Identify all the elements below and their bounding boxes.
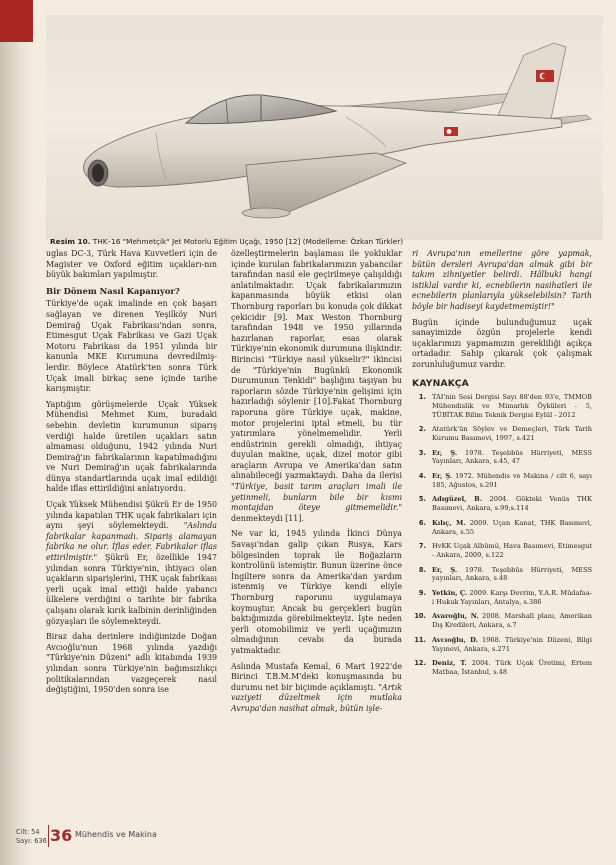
reference-item — [412, 636, 592, 653]
paragraph: Ne var ki, 1945 yılında İkinci Dünya Savaşı'ndan galip çıkan Rusya, Kars bölgesinden toprak ile Boğazların kontrolünü istemiştir. Bunun üzerine önce İngiltere sonra da Amerika'dan yardım istenmiş ve Türkiye kendi eliyle Thornburg raporunu uygulamaya koymuştur. Ancak bu gerçekleri bugün baktığımızda görebilmekteyiz. İşte neden yerli otomobilimiz ve yerli uçağımızın olmadığının cevabı da burada yatmaktadır. — [231, 529, 402, 655]
paragraph-text: özelleştirmelerin başlaması ile yokluklar içinde kurulan fabrikalarımızın yabancılar tarafından nasıl ele geçirilmeye çalışıldığı anlatılmaktadır. Uçak fabrikalarımızın kapanmasında büyük etkisi olan Thornburg raporları bu konuda çok dikkat çekicidir [9]. Max Weston Thornburg tarafından 1948 ve 1950 yıllarında hazırlanan raporlar, esas olarak Türkiye'nin ekonomik durumuna ilişkindir. Birincisi "Türkiye nasıl yükselir?" ikincisi de "Türkiye'nin Bugünkü Ekonomik Durumunun Tenkidi" başlığını taşıyan bu raporların sözde Türkiye'nin gelişimi için hazırladığı söylenir [10].Fakat Thornburg raporuna göre Türkiye uçak, makine, motor projelerini iptal etmeli, bu tür yatırımlara yönelmemelidir. Yerli endüstrinin gerekli olmadığı, ihtiyaç duyulan makine, uçak, dizel motor gibi araçların Avrupa ve Amerika'dan satın alınabileceği yazmaktaydı. Daha da ilerisi — [231, 249, 402, 481]
reference-item — [412, 472, 592, 489]
reference-author: Deniz, T. — [432, 659, 467, 668]
reference-number: 4. — [418, 472, 426, 481]
reference-number: 6. — [418, 518, 426, 527]
references-heading: KAYNAKÇA — [412, 377, 469, 389]
reference-number: 10. — [414, 612, 426, 621]
reference-details: Atatürk'ün Söylev ve Demeçleri, Türk Tarih Kurumu Basımevi, 1997, s.421 — [432, 425, 592, 442]
reference-item — [412, 495, 592, 512]
reference-details: 2009. Karşı Devrim, Y.A.R. Müdafaa-i Hukuk Yayınları, Antalya, s.386 — [432, 589, 592, 606]
reference-text — [432, 636, 592, 653]
text-column-1 — [46, 249, 217, 701]
paragraph-text: Şükrü Er, özellikle 1947 yılından sonra Türkiye'nin, ihtiyacı olan uçakların siparişlerini, THK uçak fabrikası yerli uçak imal ettiği halde yabancı ülkelere verdiğini o tarihte bir fabrika çalışanı olarak kırık kalbinin derinliğinden gözyaşları ile söylemekteydi. — [46, 553, 217, 626]
caption-text: THK–16 "Mehmetçik" Jet Motorlu Eğitim Uçağı, 1950 [12] (Modelleme: Özkan Türkler) — [90, 237, 404, 246]
reference-item — [412, 659, 592, 676]
reference-author: Er, Ş. — [432, 565, 458, 574]
paragraph-text: Uçak Yüksek Mühendisi Şükrü Er de 1950 yılında kapatılan THK uçak fabrikaları için aynı şeyi söylemekteydi. — [46, 500, 217, 531]
reference-number: 12. — [414, 659, 426, 668]
quote: "Artık vaziyeti düzeltmek için mutlaka Avrupa'dan nasihat almak, bütün işle- — [231, 682, 402, 713]
reference-item — [412, 566, 592, 583]
paragraph: Biraz daha derinlere indiğimizde Doğan Avcıoğlu'nun 1968 yılında yazdığı "Türkiye'nin Düzeni" adlı kitabında 1939 yılından sonra Türkiye'nin bağımsızlıkçı politikalarından vazgeçerek nasıl değiştiğini, 1950'den sonra ise — [46, 632, 217, 695]
paragraph: uglas DC-3, Türk Hava Kuvvetleri için de Magister ve Oxford eğitim uçakları-nın büyük bakımları yapılmıştır. — [46, 249, 217, 280]
paragraph-text: Aslında Mustafa Kemal, 6 Mart 1922'de Birinci T.B.M.M'deki konuşmasında bu durumu net bir biçimde açıklamıştı. — [231, 661, 402, 692]
reference-number: 1. — [418, 393, 426, 402]
paragraph: Bugün içinde bulunduğumuz uçak sanayimizde özgün projelerle kendi uçaklarımızı yapmamızın gerekliliği açıkça ortadadır. Sahip çıkarak çok çalışmak zorunluluğumuz vardır. — [412, 317, 592, 369]
paragraph — [231, 662, 402, 715]
reference-details: TAI'nin Sesi Dergisi Sayı 88'den 93'e, TMMOB Mühendislik ve Mimarlık Öyküleri - 5, TÜBİTAK Bilim Teknik Dergisi Eylül - 2012 — [432, 393, 592, 419]
issue-number: Sayı: 636 — [16, 836, 47, 845]
section-heading: Bir Dönem Nasıl Kapanıyor? — [46, 285, 180, 296]
reference-details: 2004. Türk Uçak Üretimi, Ertem Matbaa, İstanbul, s.48 — [432, 659, 592, 676]
reference-text — [432, 589, 592, 606]
quote: ri Avrupa'nın emellerine göre yapmak, bütün dersleri Avrupa'dan almak gibi bir takım zihniyetler belirdi. Hâlbuki hangi istiklal vardır ki, ecnebilerin nasihatleri ile ecnebilerin planlarıyla yükselebilsin? Tarih böyle bir hadiseyi kaydetmemiştir!" — [412, 249, 592, 311]
reference-item — [412, 589, 592, 606]
footer-divider — [48, 825, 49, 847]
reference-text — [432, 449, 592, 466]
reference-number: 7. — [418, 542, 426, 551]
text-column-3 — [412, 249, 592, 683]
paragraph-text: denmekteydi [11]. — [231, 513, 304, 523]
quote: "Türkiye, basit tarım araçları imali ile yetinmeli, bunların bile bir kısmı montajdan öteye gitmemelidir." — [231, 482, 402, 513]
reference-item — [412, 425, 592, 442]
page-number: 36 — [50, 826, 73, 845]
aircraft-photo — [46, 15, 603, 240]
quote: "Aslında fabrikalar kapanmadı. Sipariş alamayan fabrika ne olur. İflas eder. Fabrikalar iflas ettirilmiştir." — [46, 521, 217, 563]
reference-item — [412, 542, 592, 559]
reference-details: 1968. Türkiye'nin Düzeni, Bilgi Yayınevi, Ankara, s.271 — [432, 635, 592, 653]
paragraph — [231, 249, 402, 524]
figure-caption — [50, 237, 600, 246]
reference-item — [412, 449, 592, 466]
reference-number: 8. — [418, 565, 426, 574]
reference-number: 9. — [418, 589, 426, 598]
reference-item — [412, 393, 592, 419]
reference-details: 1972. Mühendis ve Makina / cilt 6, sayı 185, Ağustos, s.291 — [432, 472, 592, 489]
volume-number: Cilt: 54 — [16, 828, 40, 836]
references-list — [412, 393, 592, 677]
red-corner-tab — [0, 0, 33, 42]
reference-author: Er, Ş. — [432, 472, 453, 481]
reference-details: 2008. Marshall planı, Amerikan Dış Kredileri, Ankara, s.7 — [432, 612, 592, 630]
reference-text — [432, 495, 592, 512]
reference-text — [432, 542, 592, 559]
jet-trainer-illustration — [46, 15, 603, 240]
paragraph: Yaptığım görüşmelerde Uçak Yüksek Mühendisi Mehmet Kum, buradaki sebebin devletin kurumunun siparış verdiği halde üretilen uçakları satın almaması olduğunu, 1942 yılında Nuri Demirağ'ın fabrikalarının kapatılmadığını ve Nuri Demirağ'ın uçak fabrikalarında dünya standartlarında uçak imal edildiği halde iflas ettirildiğini anlatıyordu. — [46, 399, 217, 494]
reference-text — [432, 519, 592, 536]
reference-text — [432, 612, 592, 629]
reference-author: Adıgüzel, B. — [432, 495, 482, 504]
reference-author: Yetkin, Ç. — [432, 589, 468, 598]
reference-text — [432, 425, 592, 442]
page-edge-band — [0, 0, 33, 865]
reference-number: 2. — [418, 425, 426, 434]
text-column-2 — [231, 249, 402, 720]
reference-details: 2004. Gökteki Venüs THK Basımevi, Ankara, s.99,s.114 — [432, 495, 592, 513]
reference-details: 1978. Teşebbüs Hürriyeti, MESS yayınları, Ankara, s.48 — [432, 565, 593, 583]
reference-details: 2009. Uçan Kanat, THK Basımevi, Ankara, s.55 — [432, 518, 592, 536]
reference-author: Kılıç, M. — [432, 518, 466, 527]
reference-item — [412, 612, 592, 629]
reference-text — [432, 566, 592, 583]
reference-author: Er, Ş. — [432, 448, 458, 457]
reference-number: 5. — [418, 495, 426, 504]
volume-info — [16, 828, 47, 845]
magazine-name: Mühendis ve Makina — [75, 830, 157, 839]
reference-details: HvKK Uçak Albümü, Hava Basımevi, Etimesgut - Ankara, 2009, s.122 — [432, 542, 592, 559]
reference-text — [432, 393, 592, 419]
reference-number: 3. — [418, 448, 426, 457]
reference-author: Avcıoğlu, D. — [432, 635, 478, 644]
reference-text — [432, 472, 592, 489]
paragraph — [46, 500, 217, 627]
reference-item — [412, 519, 592, 536]
reference-number: 11. — [414, 635, 426, 644]
reference-details: 1978. Teşebbüs Hürriyeti, MESS Yayınları, Ankara, s.45, 47 — [432, 448, 593, 466]
reference-author: Avaroğlu, N. — [432, 612, 479, 621]
reference-text — [432, 659, 592, 676]
caption-label: Resim 10. — [50, 237, 91, 246]
paragraph: Türkiye'de uçak imalinde en çok başarı sağlayan ve direnen Yeşilköy Nuri Demirağ Uçak Fabrikası'ndan sonra, Etimesgut Uçak Fabrikası ve Gazi Uçak Motoru Fabrikası da 1951 yılında bir kanunla MKE Kurumuna devredilmiş-lerdir. Böylece Atatürk'ten sonra Türk Uçak imali birkaç sene içinde tarihe karışmıştır. — [46, 299, 217, 394]
